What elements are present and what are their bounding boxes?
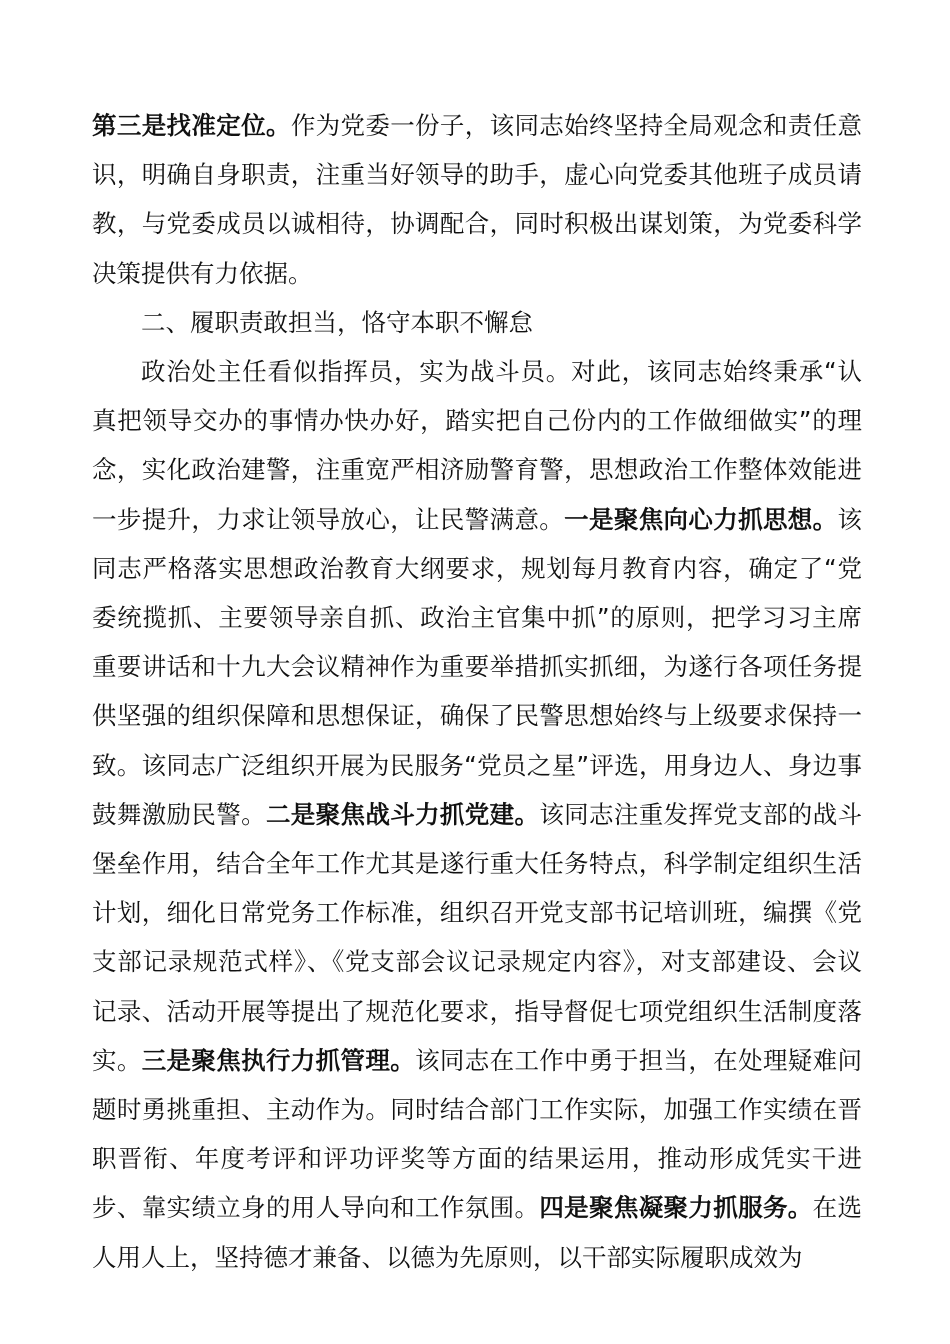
bold-lead-service: 四是聚焦凝聚力抓服务。 [539,1193,813,1223]
bold-lead-party-building: 二是聚焦战斗力抓党建。 [265,799,540,829]
document-page [92,101,862,1282]
paragraph-text: 该同志注重发挥党支部的战斗堡垒作用，结合全年工作尤其是遂行重大任务特点，科学制定组织生活计划，细化日常党务工作标准，组织召开党支部书记培训班，编撰《党支部记录规范式样》、《党支部会议记录规定内容》，对支部建设、会议记录、活动开展等提出了规范化要求，指导督促七项党组织生活制度落实。 [92,799,863,1075]
bold-lead-management: 三是聚焦执行力抓管理。 [141,1045,416,1075]
bold-lead-positioning: 第三是找准定位。 [92,111,291,140]
paragraph-text: 作为党委一份子，该同志始终坚持全局观念和责任意识，明确自身职责，注重当好领导的助手，虚心向党委其他班子成员请教，与党委成员以诚相待，协调配合，同时积极出谋划策，为党委科学决策提供有力依据。 [92,111,863,288]
paragraph-text: 政治处主任看似指挥员，实为战斗员。对此，该同志始终秉承“认真把领导交办的事情办快办好，踏实把自己份内的工作做细做实”的理念，实化政治建警，注重宽严相济励警育警，思想政治工作整体效能进一步提升，力求让领导放心，让民警满意。 [92,357,862,534]
paragraph-text: 在选人用人上，坚持德才兼备、以德为先原则，以干部实际履职成效为 [92,1193,863,1272]
paragraph-duties [92,347,862,1282]
paragraph-positioning [92,101,862,298]
bold-lead-thought: 一是聚焦向心力抓思想。 [564,504,838,534]
paragraph-text: 该同志在工作中勇于担当，在处理疑难问题时勇挑重担、主动作为。同时结合部门工作实际，加强工作实绩在晋职晋衔、年度考评和评功评奖等方面的结果运用，推动形成凭实干进步、靠实绩立身的用人导向和工作氛围。 [92,1045,863,1223]
paragraph-text: 该同志严格落实思想政治教育大纲要求，规划每月教育内容，确定了“党委统揽抓、主要领导亲自抓、政治主官集中抓”的原则，把学习习主席重要讲话和十九大会议精神作为重要举措抓实抓细，为遂行各项任务提供坚强的组织保障和思想保证，确保了民警思想始终与上级要求保持一致。该同志广泛组织开展为民服务“党员之星”评选，用身边人、身边事鼓舞激励民警。 [92,504,863,829]
section-heading: 二、履职责敢担当，恪守本职不懈怠 [141,307,533,337]
